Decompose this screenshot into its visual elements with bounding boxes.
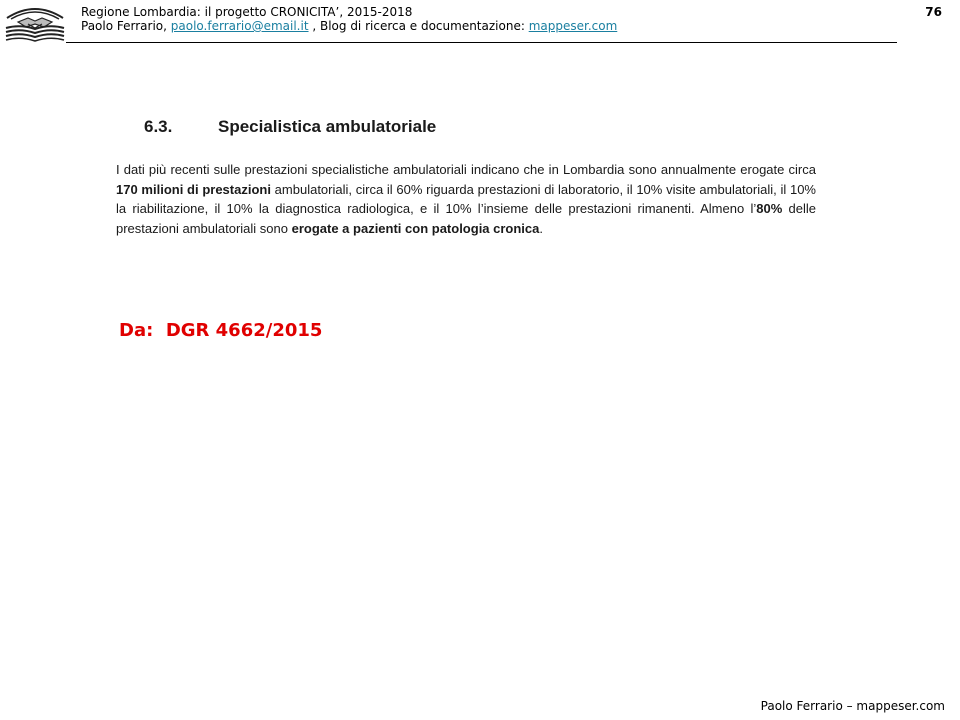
- document-excerpt: [116, 110, 816, 251]
- handshake-book-logo: [4, 2, 66, 42]
- header-text: [81, 5, 617, 33]
- paragraph-bold-run: erogate a pazienti con patologia cronica: [291, 220, 540, 236]
- section-paragraph: [116, 160, 816, 238]
- paragraph-run: .: [539, 220, 544, 236]
- section-number: 6.3.: [144, 117, 173, 136]
- header-blog-label: , Blog di ricerca e documentazione:: [308, 19, 529, 33]
- paragraph-bold-run: 80%: [756, 201, 783, 217]
- header-title: Regione Lombardia: il progetto CRONICITA’, 2015-2018: [81, 5, 413, 19]
- paragraph-run: delle prestazioni ambulatoriali sono: [116, 201, 817, 236]
- header-divider: [66, 42, 897, 43]
- section-title: Specialistica ambulatoriale: [218, 117, 437, 136]
- paragraph-bold-run: 170 milioni di prestazioni: [116, 181, 271, 197]
- paragraph-run: ambulatoriali, circa il 60% riguarda prestazioni di laboratorio, il 10% visite ambulatoriali, il 10% la riabilitazione, il 10% la diagnostica radiologica, e il 10% l’insieme delle prestazioni rimanenti. Almeno l’: [116, 181, 816, 217]
- header-author-line: [81, 19, 617, 33]
- page-number: 76: [925, 5, 942, 19]
- email-link[interactable]: paolo.ferrario@email.it: [170, 19, 309, 33]
- header-author: Paolo Ferrario,: [81, 19, 171, 33]
- source-note: Da: DGR 4662/2015: [119, 320, 323, 341]
- section-heading: [144, 110, 816, 144]
- paragraph-run: I dati più recenti sulle prestazioni specialistiche ambulatoriali indicano che in Lombardia sono annualmente erogate circa: [116, 162, 816, 177]
- site-link[interactable]: mappeser.com: [528, 19, 618, 33]
- footer-credit: Paolo Ferrario – mappeser.com: [760, 699, 945, 713]
